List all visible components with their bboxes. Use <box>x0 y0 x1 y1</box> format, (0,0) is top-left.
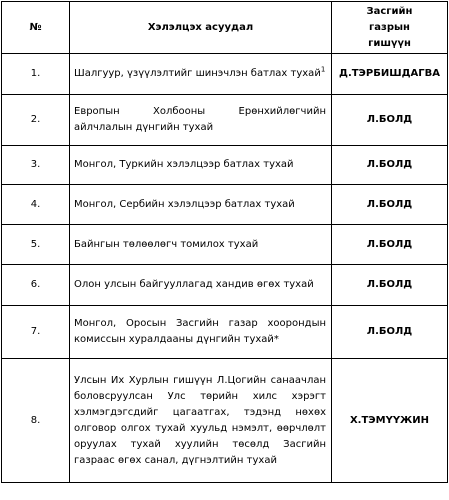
table-row <box>2 95 448 146</box>
row-member: Д.ТЭРБИШДАГВА <box>332 54 448 95</box>
row-topic-text: Шалгуур, үзүүлэлтийг шинэчлэн батлах тухай <box>74 68 321 79</box>
agenda-table <box>1 1 448 483</box>
row-member: Х.ТЭМҮҮЖИН <box>332 359 448 483</box>
row-topic: Монгол, Оросын Засгийн газар хоорондын комиссын хуралдааны дүнгийн тухай* <box>70 306 332 359</box>
footnote-marker: 1 <box>320 65 326 74</box>
table-row <box>2 225 448 265</box>
header-member: Засгийн газрын гишүүн <box>332 2 448 54</box>
row-number: 4. <box>2 185 70 225</box>
row-member: Л.БОЛД <box>332 185 448 225</box>
table-row <box>2 359 448 483</box>
row-topic: Европын Холбооны Ерөнхийлөгчийн айлчлалын дүнгийн тухай <box>70 95 332 146</box>
row-topic: Монгол, Туркийн хэлэлцээр батлах тухай <box>70 146 332 185</box>
row-number: 2. <box>2 95 70 146</box>
row-member: Л.БОЛД <box>332 306 448 359</box>
row-topic: Олон улсын байгууллагад хандив өгөх тухай <box>70 265 332 306</box>
table-row <box>2 185 448 225</box>
table-row <box>2 306 448 359</box>
header-number: № <box>2 2 70 54</box>
header-row <box>2 2 448 54</box>
row-topic: Улсын Их Хурлын гишүүн Л.Цогийн санаачлан боловсруулсан Улс төрийн хилс хэрэгт хэлмэгдэгсдийг цагаатгах, тэдэнд нөхөх олговор олгох тухай хуульд нэмэлт, өөрчлөлт оруулах тухай хуулийн төсөлд Засгийн газраас өгөх санал, дүгнэлтийн тухай <box>70 359 332 483</box>
table-row <box>2 265 448 306</box>
row-number: 6. <box>2 265 70 306</box>
table-row <box>2 54 448 95</box>
row-member: Л.БОЛД <box>332 265 448 306</box>
row-member: Л.БОЛД <box>332 146 448 185</box>
row-member: Л.БОЛД <box>332 95 448 146</box>
table-row <box>2 146 448 185</box>
row-number: 7. <box>2 306 70 359</box>
header-topic: Хэлэлцэх асуудал <box>70 2 332 54</box>
row-member: Л.БОЛД <box>332 225 448 265</box>
row-topic: Байнгын төлөөлөгч томилох тухай <box>70 225 332 265</box>
row-number: 8. <box>2 359 70 483</box>
row-number: 5. <box>2 225 70 265</box>
row-number: 3. <box>2 146 70 185</box>
row-topic: Монгол, Сербийн хэлэлцээр батлах тухай <box>70 185 332 225</box>
row-topic <box>70 54 332 95</box>
row-number: 1. <box>2 54 70 95</box>
